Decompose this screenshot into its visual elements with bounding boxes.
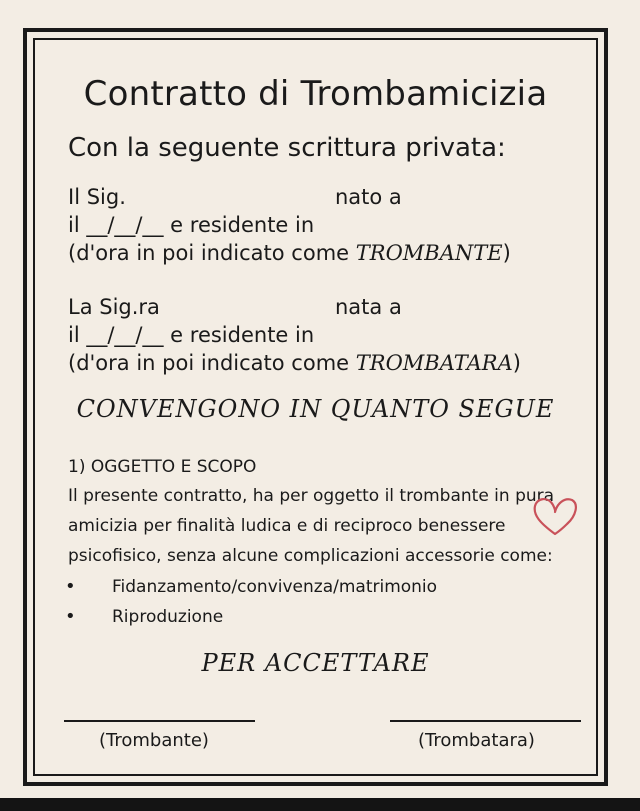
- accept-heading: PER ACCETTARE: [201, 649, 430, 677]
- party1-role-prefix: (d'ora in poi indicato come: [68, 241, 356, 265]
- bullet-dot-1: •: [65, 576, 76, 597]
- bullet-dot-2: •: [65, 606, 76, 627]
- party2-role: TROMBATARA: [355, 351, 513, 375]
- bullet-item-2: Riproduzione: [112, 607, 224, 627]
- signature-label-left: (Trombante): [99, 730, 209, 751]
- document-title: Contratto di Trombamicizia: [83, 74, 548, 114]
- party2-born-label: nata a: [335, 295, 402, 319]
- section1-line-2: amicizia per finalità ludica e di reciproco benessere: [68, 516, 506, 536]
- bottom-bar: [0, 798, 640, 811]
- agreement-heading: CONVENGONO IN QUANTO SEGUE: [76, 395, 555, 423]
- signature-line-left: [64, 720, 255, 722]
- section1-line-3: psicofisico, senza alcune complicazioni accessorie come:: [68, 546, 553, 566]
- document-inner-frame: [33, 38, 598, 776]
- party2-role-suffix: ): [512, 351, 521, 375]
- party1-born-label: nato a: [335, 185, 402, 209]
- party1-name-line: Il Sig.: [68, 185, 126, 209]
- party2-role-line: [68, 351, 521, 375]
- bullet-item-1: Fidanzamento/convivenza/matrimonio: [112, 577, 438, 597]
- party1-role: TROMBANTE: [355, 241, 503, 265]
- section1-heading: 1) OGGETTO E SCOPO: [68, 457, 257, 477]
- signature-label-right: (Trombatara): [418, 730, 535, 751]
- party1-role-suffix: ): [502, 241, 511, 265]
- signature-line-right: [390, 720, 581, 722]
- party2-name-line: La Sig.ra: [68, 295, 160, 319]
- heart-icon: [531, 494, 579, 538]
- party1-date-line: il __/__/__ e residente in: [68, 213, 315, 237]
- party1-role-line: [68, 241, 511, 265]
- party2-date-line: il __/__/__ e residente in: [68, 323, 315, 347]
- party2-role-prefix: (d'ora in poi indicato come: [68, 351, 356, 375]
- section1-line-1: Il presente contratto, ha per oggetto il trombante in pura: [68, 486, 555, 506]
- document-frame: [23, 28, 608, 786]
- document-subtitle: Con la seguente scrittura privata:: [68, 133, 506, 163]
